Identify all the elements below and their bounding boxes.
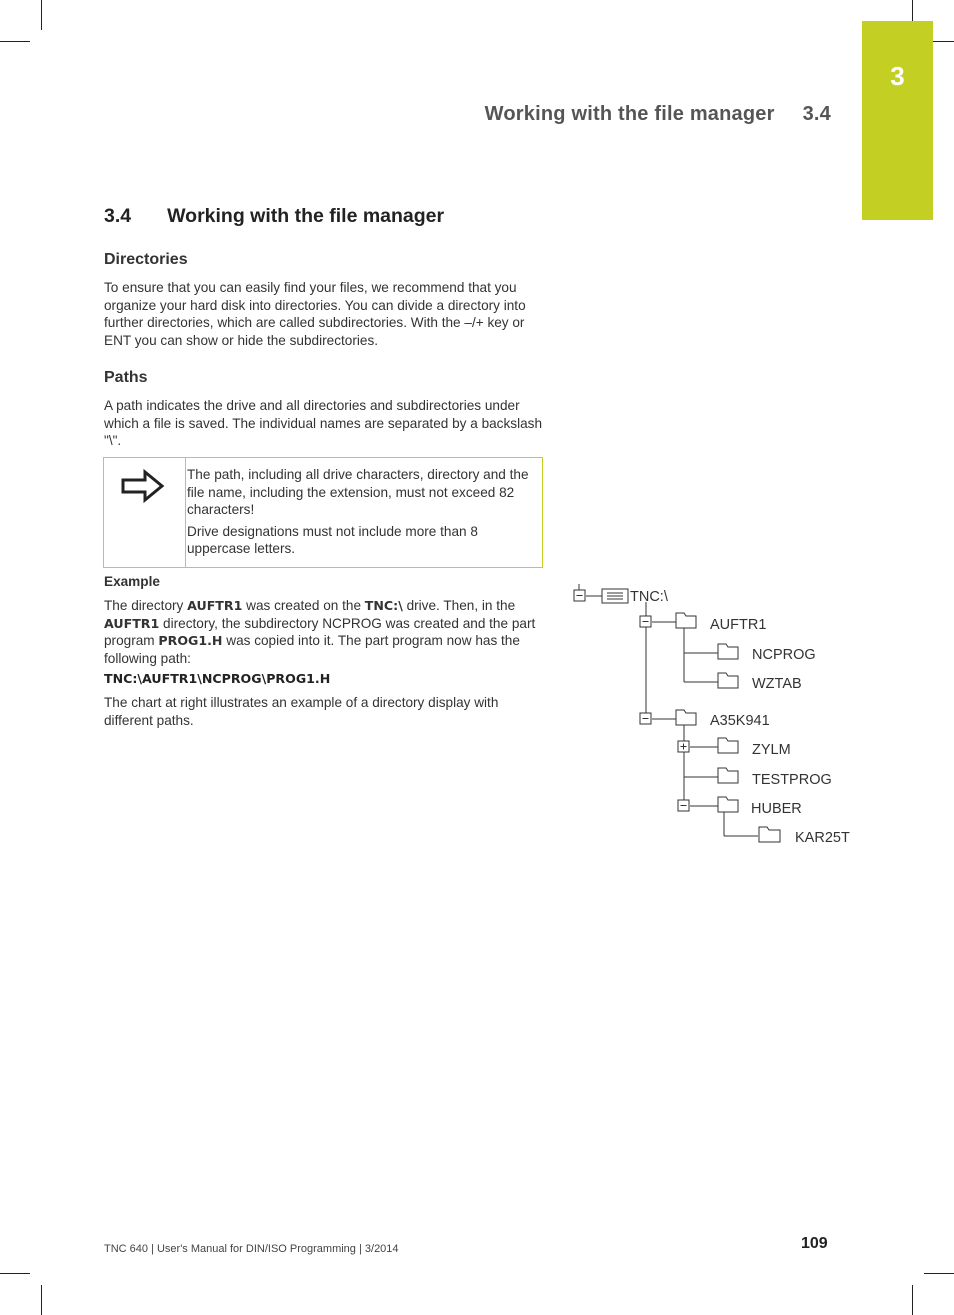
crop-mark [924,1273,954,1274]
page-number: 109 [801,1235,828,1252]
tree-node-huber[interactable] [678,797,802,817]
example-path: TNC:\AUFTR1\NCPROG\PROG1.H [104,671,331,686]
chapter-number: 3 [890,61,905,91]
tree-node-auftr1[interactable] [640,613,766,633]
crop-mark [41,1285,42,1315]
note-text [187,466,537,562]
tree-node-label: AUFTR1 [710,617,767,633]
tree-node-label: A35K941 [710,713,770,729]
example-closing-paragraph: The chart at right illustrates an example of a directory display with different paths. [104,695,499,728]
section-title [104,205,444,228]
tree-node-testprog[interactable] [718,768,832,788]
running-header-title: Working with the file manager [484,103,775,125]
folder-icon [759,827,780,842]
example-text: was created on the [242,598,365,613]
note-line: Drive designations must not include more than 8 uppercase letters. [187,523,478,556]
chapter-tab [862,21,933,220]
crop-mark [912,1285,913,1315]
tree-node-label: HUBER [751,801,802,817]
folder-icon [718,768,738,783]
drive-icon [602,589,628,603]
example-text: The directory [104,598,188,613]
tree-node-label: KAR25T [795,830,850,846]
note-separator [185,458,186,567]
folder-icon [718,797,738,812]
footer-text: TNC 640 | User's Manual for DIN/ISO Programming | 3/2014 [104,1243,399,1255]
tree-node-zylm[interactable] [678,738,791,758]
arrow-right-icon [120,468,166,504]
section-title-text: Working with the file manager [167,205,445,227]
folder-icon [718,673,738,688]
note-line: The path, including all drive characters, directory and the file name, including the extension, must not exceed 82 characters! [187,467,529,517]
crop-mark [0,1273,30,1274]
tree-node-wztab[interactable] [718,673,802,692]
example-keyword: PROG1.H [158,633,223,648]
running-header-number: 3.4 [802,103,831,125]
directories-heading: Directories [104,251,188,268]
example-text: was copied into it. The part program now has the following path: [104,633,520,666]
example-text: directory, the subdirectory NCPROG was created and the part program [104,615,536,648]
paths-heading: Paths [104,369,148,386]
tree-node-label: TESTPROG [752,772,832,788]
crop-mark [0,41,30,42]
example-keyword: AUFTR1 [104,615,160,631]
example-paragraph [104,597,546,667]
folder-icon [718,738,738,753]
example-heading: Example [104,574,160,589]
crop-mark [41,0,42,30]
folder-icon [676,613,696,628]
example-keyword: TNC:\ [364,598,403,613]
tree-node-label: NCPROG [752,647,816,663]
paths-paragraph: A path indicates the drive and all directories and subdirectories under which a file is saved. The individual names are separated by a backslash "\". [104,398,543,448]
example-keyword: AUFTR1 [187,598,243,613]
running-header [485,103,831,126]
section-number: 3.4 [104,205,132,227]
tree-node-label: WZTAB [752,676,802,692]
note-box [103,457,543,568]
tree-root [574,589,669,605]
directory-tree [560,580,870,850]
folder-icon [676,710,696,725]
tree-node-kar25t[interactable] [759,827,850,846]
folder-icon [718,644,738,659]
tree-node-ncprog[interactable] [718,644,816,663]
directories-paragraph: To ensure that you can easily find your files, we recommend that you organize your hard disk into directories. You can divide a directory into further directories, which are called subdirectories. With the –/+ key or ENT you can show or hide the subdirectories. [104,280,526,348]
example-text: drive. Then, in the [402,598,516,613]
tree-root-label: TNC:\ [630,589,668,605]
tree-node-label: ZYLM [752,742,791,758]
